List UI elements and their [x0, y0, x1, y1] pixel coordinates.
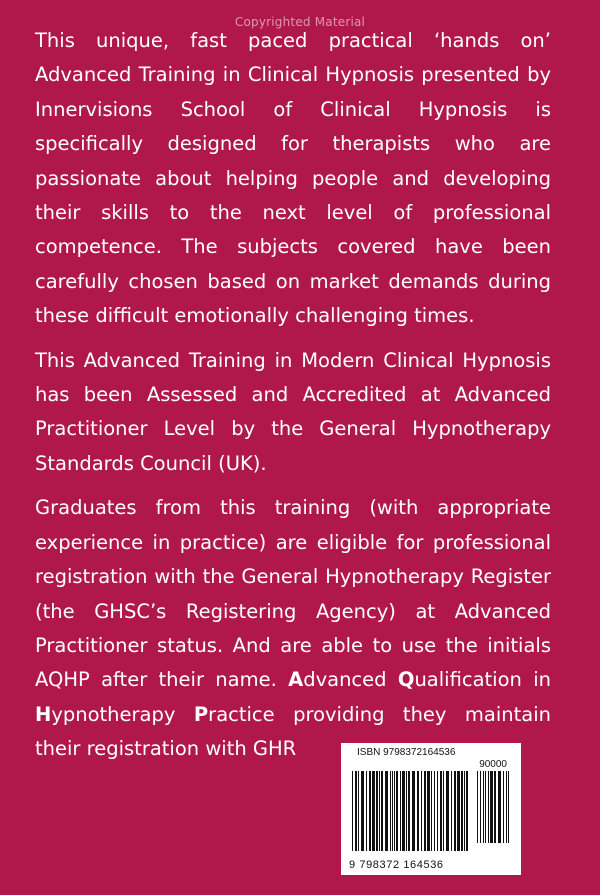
cover-text [35, 24, 551, 777]
acronym-letter-q: Q [397, 668, 415, 692]
acronym-word-advanced: dvanced [303, 668, 398, 692]
acronym-word-qualification: ualification in [414, 668, 551, 692]
barcode-addon-bars [477, 771, 511, 843]
isbn-label: ISBN 9798372164536 [357, 747, 456, 758]
acronym-letter-h: H [35, 702, 52, 726]
graduates-text-end: providing they maintain their registration with GHR [35, 702, 552, 761]
acronym-letter-a: A [288, 668, 304, 692]
barcode-digits: 9 798372 164536 [349, 859, 444, 871]
barcode-bars [352, 771, 472, 851]
graduates-text: Graduates from this training (with appropriate experience in practice) are eligible for professional registration with the General Hypnotherapy Register (the GHSC’s Registering Agency) at Advanced Practitioner status. And are able to use the initials AQHP after their name. [35, 496, 551, 692]
acronym-letter-p: P [193, 702, 209, 726]
isbn-barcode [341, 743, 521, 875]
paragraph-accreditation: This Advanced Training in Modern Clinical Hypnosis has been Assessed and Accredited at Advanced Practitioner Level by the General Hypnotherapy Standards Council (UK). [35, 348, 551, 475]
price-code: 90000 [479, 759, 507, 770]
acronym-word-hypnotherapy: ypnotherapy [51, 702, 194, 726]
paragraph-graduates [35, 491, 551, 766]
acronym-word-practice: ractice [208, 702, 275, 726]
copyright-watermark: Copyrighted Material [234, 15, 366, 29]
paragraph-intro: This unique, fast paced practical ‘hands on’ Advanced Training in Clinical Hypnosis presented by Innervisions School of Clinical Hypnosis is specifically designed for therapists who are passionate about helping people and developing their skills to the next level of professional competence. The subjects covered have been carefully chosen based on market demands during these difficult emotionally challenging times. [35, 29, 551, 328]
